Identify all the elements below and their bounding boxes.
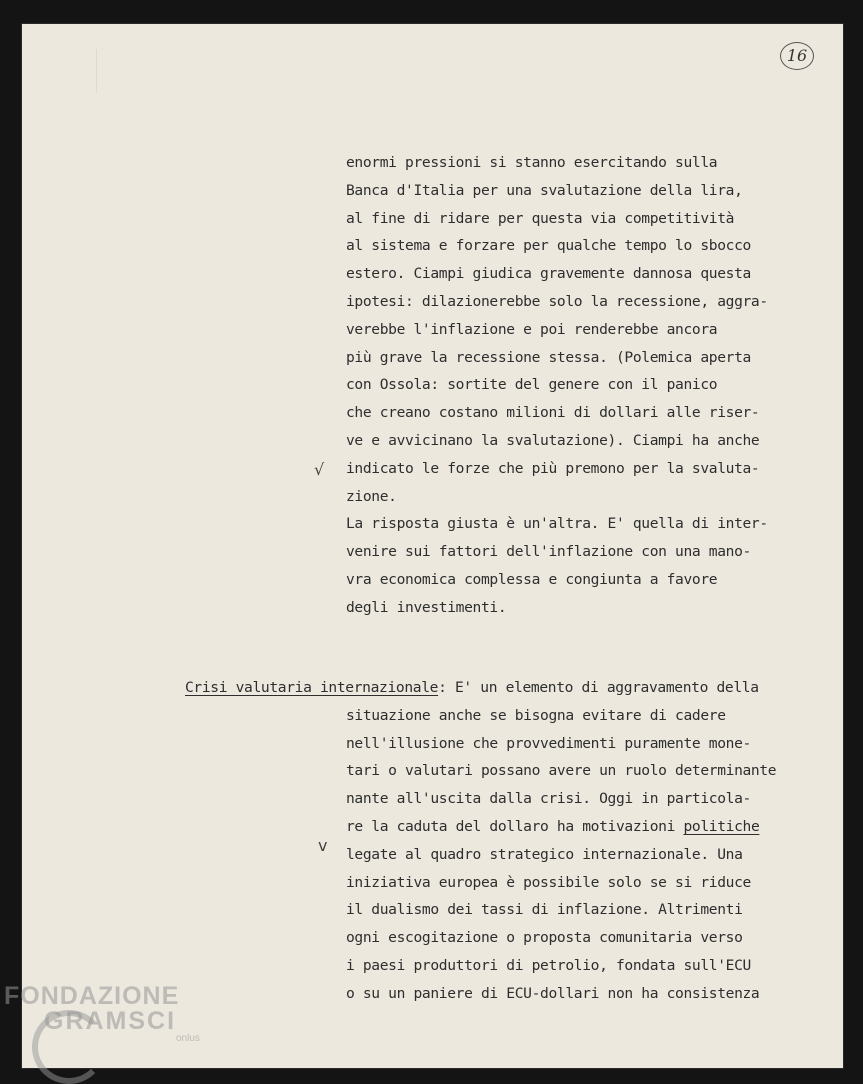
text-segment: re la caduta del dollaro ha motivazioni bbox=[346, 817, 676, 835]
text-line: legate al quadro strategico internazionale. Una bbox=[346, 845, 743, 863]
text-line: con Ossola: sortite del genere con il panico bbox=[346, 376, 718, 394]
text-line: Banca d'Italia per una svalutazione della lira, bbox=[346, 181, 743, 199]
section-heading-line bbox=[185, 674, 759, 702]
text-line: che creano costano milioni di dollari alle riser- bbox=[346, 404, 760, 422]
text-line: al fine di ridare per questa via competitività bbox=[346, 209, 735, 227]
margin-mark bbox=[96, 49, 97, 93]
text-line: il dualismo dei tassi di inflazione. Altrimenti bbox=[346, 901, 743, 919]
text-line: tari o valutari possano avere un ruolo determinante bbox=[346, 762, 777, 780]
text-line: verebbe l'inflazione e poi renderebbe ancora bbox=[346, 320, 718, 338]
check-mark-icon: √ bbox=[314, 460, 325, 479]
section-title: Crisi valutaria internazionale bbox=[185, 679, 439, 696]
section-body bbox=[346, 702, 776, 1008]
text-line: estero. Ciampi giudica gravemente dannosa questa bbox=[346, 265, 751, 283]
section-heading-rest: : E' un elemento di aggravamento della bbox=[438, 679, 759, 696]
watermark-logo bbox=[4, 984, 200, 1044]
text-line: vra economica complessa e congiunta a favore bbox=[346, 570, 718, 588]
text-line: degli investimenti. bbox=[346, 598, 507, 616]
check-mark-icon: v bbox=[318, 836, 328, 855]
text-line: indicato le forze che più premono per la svaluta- bbox=[346, 459, 760, 477]
text-line: al sistema e forzare per qualche tempo lo sbocco bbox=[346, 237, 751, 255]
underlined-word: politiche bbox=[683, 817, 760, 835]
section-crisi-valutaria bbox=[185, 674, 777, 1002]
text-line: nell'illusione che provvedimenti puramente mone- bbox=[346, 734, 751, 752]
text-line: più grave la recessione stessa. (Polemica aperta bbox=[346, 348, 751, 366]
text-line: nante all'uscita dalla crisi. Oggi in particola- bbox=[346, 790, 751, 808]
text-line: ve e avvicinano la svalutazione). Ciampi ha anche bbox=[346, 431, 760, 449]
text-line: situazione anche se bisogna evitare di cadere bbox=[346, 706, 726, 724]
top-paragraph bbox=[346, 149, 768, 622]
watermark-line1: FONDAZIONE bbox=[4, 982, 180, 1010]
text-line: i paesi produttori di petrolio, fondata sull'ECU bbox=[346, 956, 751, 974]
document-page bbox=[22, 24, 843, 1068]
text-line: zione. bbox=[346, 487, 397, 505]
text-line: ogni escogitazione o proposta comunitaria verso bbox=[346, 929, 743, 947]
text-line: ipotesi: dilazionerebbe solo la recessione, aggra- bbox=[346, 292, 768, 310]
text-line bbox=[346, 813, 776, 841]
text-line: o su un paniere di ECU-dollari non ha consistenza bbox=[346, 984, 760, 1002]
page-number: 16 bbox=[780, 42, 814, 70]
text-line: iniziativa europea è possibile solo se si riduce bbox=[346, 873, 751, 891]
watermark-line3: onlus bbox=[176, 1033, 200, 1044]
text-line: enormi pressioni si stanno esercitando sulla bbox=[346, 154, 718, 171]
text-line: venire sui fattori dell'inflazione con una mano- bbox=[346, 543, 751, 561]
watermark-line2: GRAMSCI bbox=[44, 1007, 177, 1035]
text-line: La risposta giusta è un'altra. E' quella di inter- bbox=[346, 515, 768, 533]
